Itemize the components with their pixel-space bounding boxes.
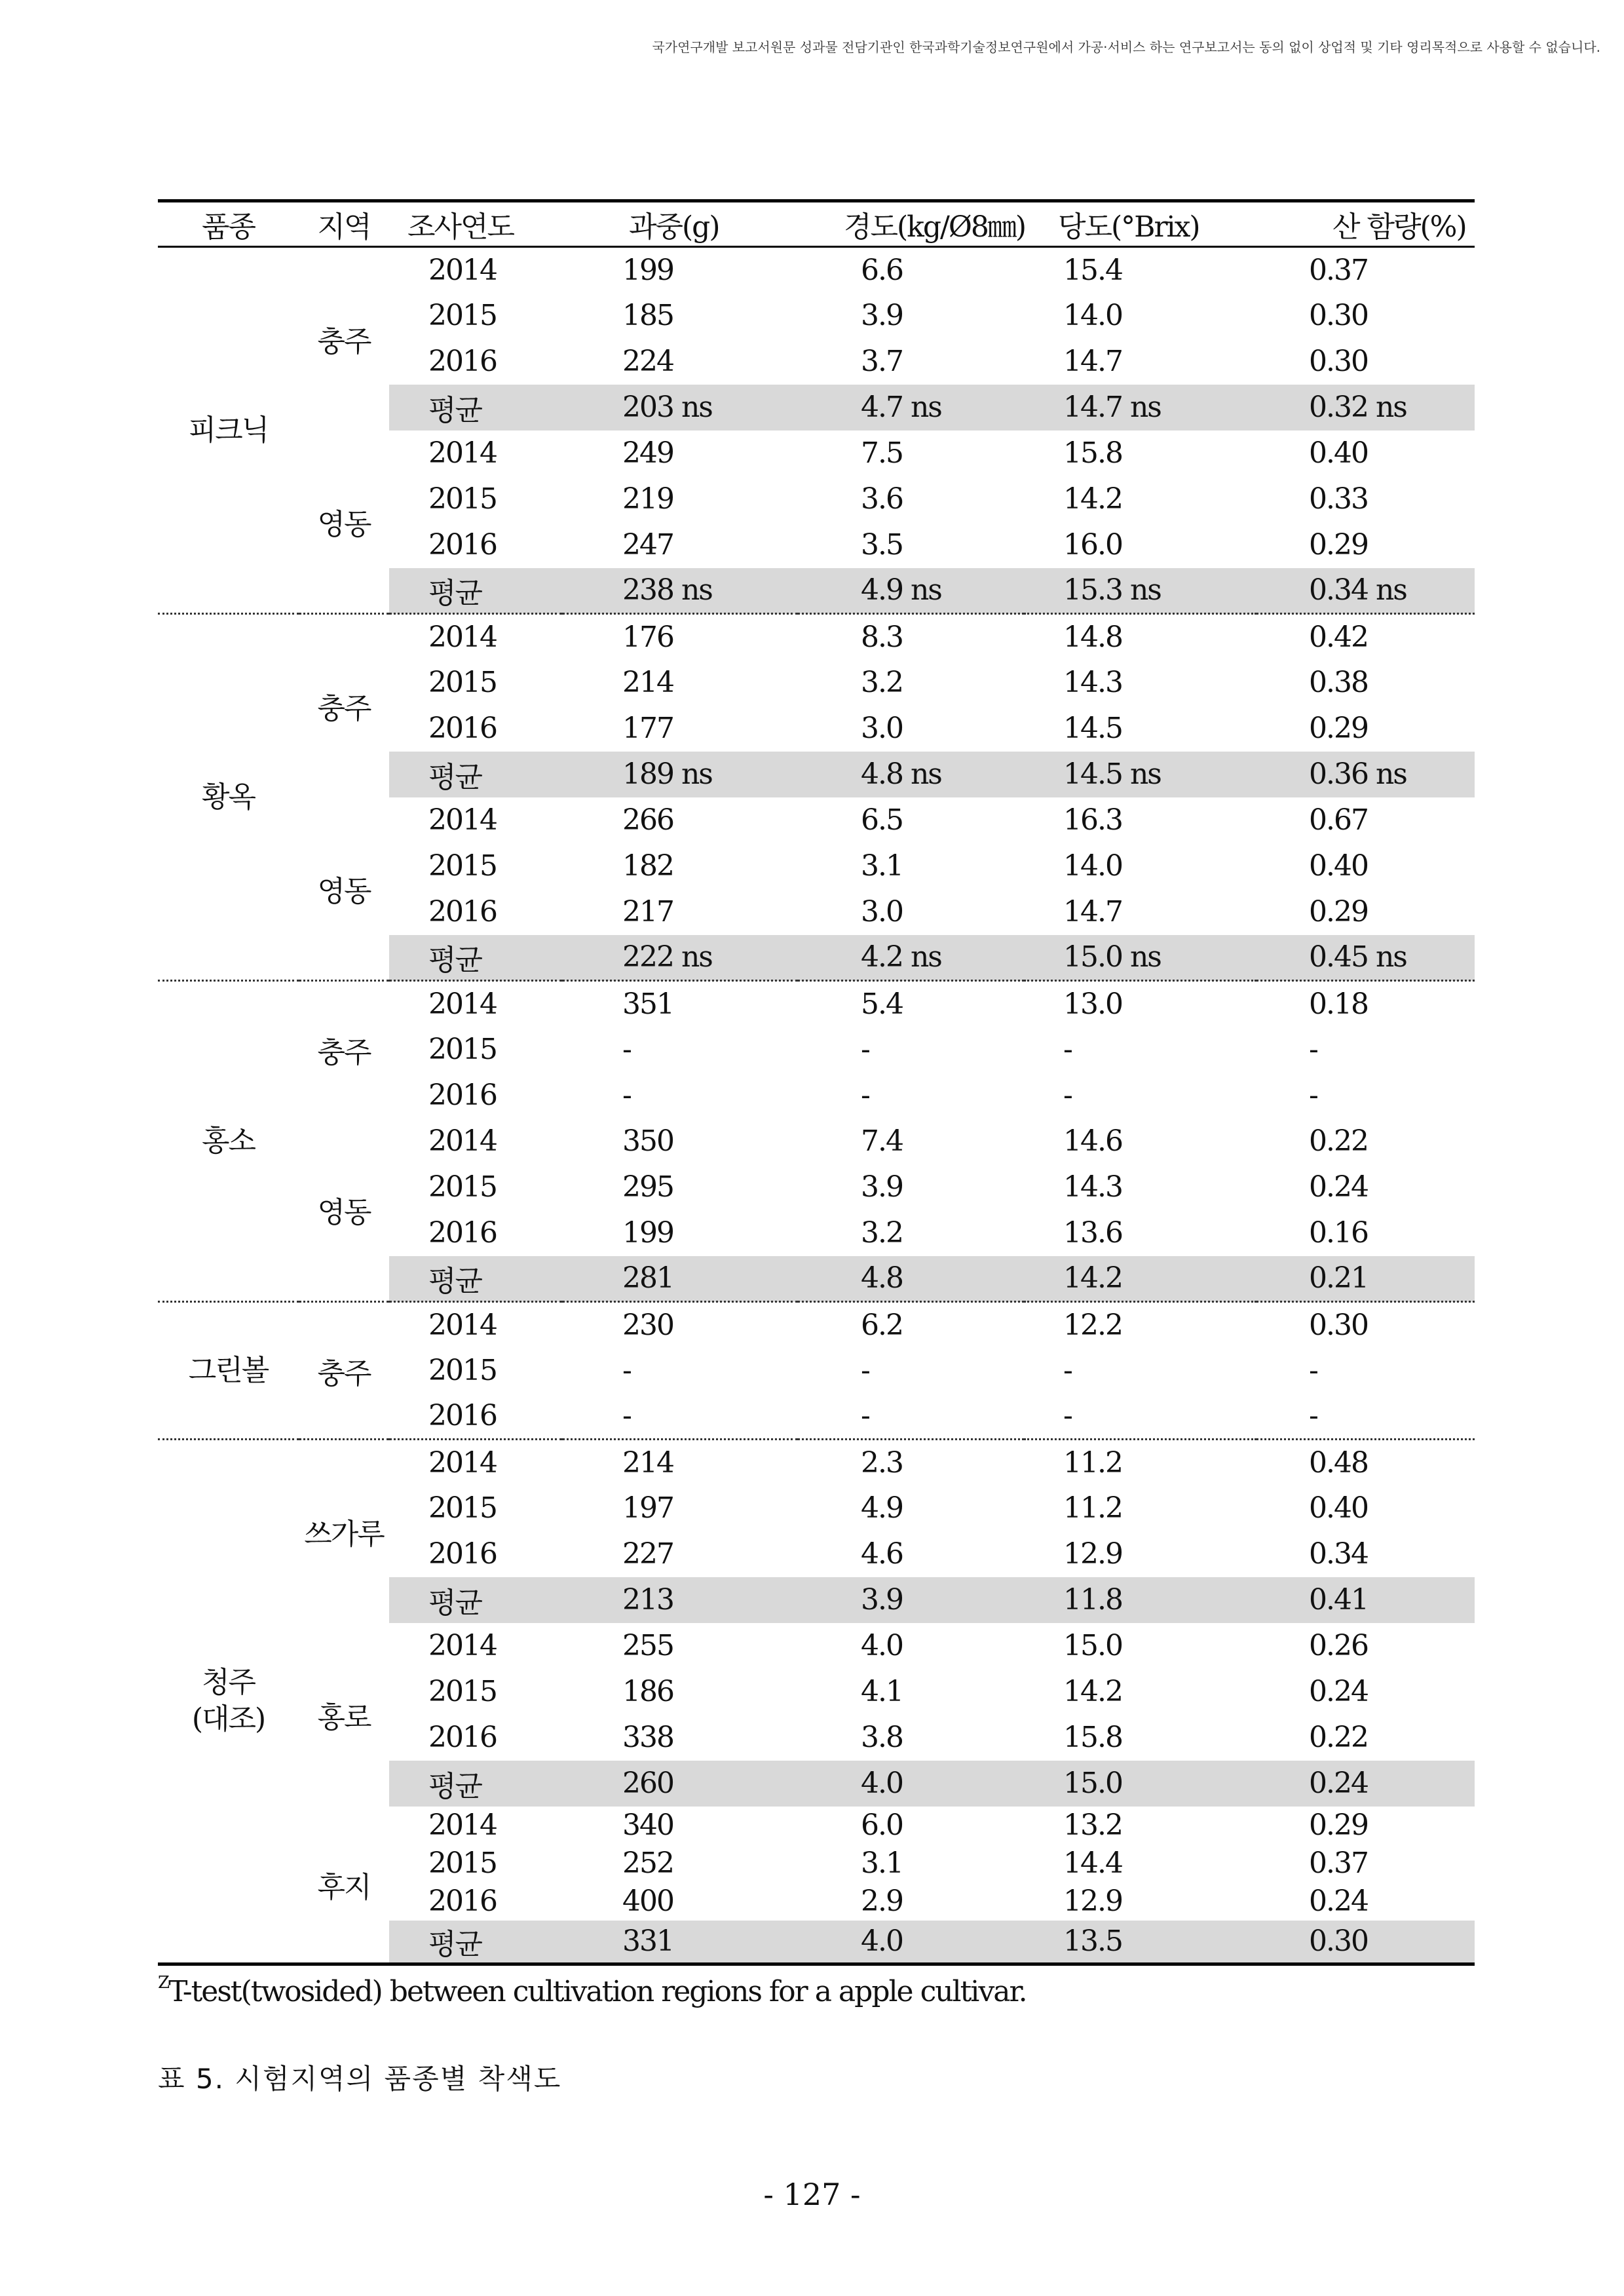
year-cell: 2015 — [428, 849, 497, 883]
year-cell: 2016 — [428, 1537, 497, 1571]
cultivar-cell: 그린볼 — [188, 1353, 269, 1387]
cultivar-group — [158, 1302, 1475, 1440]
value-cell: 16.0 — [1063, 528, 1122, 562]
year-cell: 2015 — [428, 1491, 497, 1525]
value-cell: 0.30 — [1309, 299, 1368, 332]
footnote — [158, 1975, 1027, 2008]
value-cell: 3.9 — [861, 1170, 903, 1204]
table-row — [158, 1440, 1475, 1485]
region-cell: 충주 — [317, 692, 371, 726]
value-cell: 0.38 — [1309, 666, 1368, 699]
value-cell: 0.30 — [1309, 1308, 1368, 1342]
value-cell: 4.6 — [861, 1537, 903, 1571]
value-cell: 185 — [622, 299, 673, 332]
value-cell: 4.0 — [798, 1921, 1024, 1964]
value-cell: 197 — [622, 1491, 673, 1525]
value-cell: 186 — [622, 1675, 673, 1708]
cultivar-group — [158, 247, 1475, 614]
value-cell: 13.5 — [1024, 1921, 1256, 1964]
value-cell: 350 — [622, 1124, 673, 1158]
value-cell: 14.3 — [1063, 666, 1122, 699]
value-cell: 214 — [622, 666, 673, 699]
value-cell: 227 — [622, 1537, 673, 1571]
value-cell: 8.3 — [861, 620, 903, 654]
value-cell: 0.67 — [1309, 803, 1368, 837]
value-cell: 0.34 ns — [1256, 568, 1475, 614]
year-cell: 2016 — [428, 345, 497, 378]
value-cell: 331 — [562, 1921, 798, 1964]
value-cell: 3.1 — [861, 1846, 903, 1880]
value-cell: 13.6 — [1063, 1216, 1122, 1250]
value-cell: - — [1063, 1033, 1072, 1066]
value-cell: 14.2 — [1063, 482, 1122, 516]
value-cell: 2.3 — [861, 1445, 903, 1480]
year-cell: 2016 — [428, 1885, 497, 1918]
cultivar-cell: 피크닉 — [188, 413, 269, 447]
value-cell: 7.4 — [861, 1124, 903, 1158]
value-cell: 3.0 — [861, 895, 903, 928]
value-cell: 11.2 — [1063, 1445, 1122, 1480]
value-cell: 281 — [562, 1256, 798, 1302]
value-cell: 3.6 — [861, 482, 903, 516]
value-cell: - — [861, 1354, 869, 1387]
year-cell: 2014 — [428, 1445, 497, 1480]
value-cell: 15.8 — [1063, 436, 1122, 470]
value-cell: 177 — [622, 712, 673, 745]
value-cell: 11.8 — [1024, 1577, 1256, 1623]
region-cell: 영동 — [317, 507, 371, 541]
value-cell: 6.2 — [861, 1308, 903, 1342]
value-cell: 14.5 ns — [1024, 752, 1256, 797]
cultivar-cell: 황옥 — [201, 780, 255, 814]
year-cell: 2015 — [428, 1846, 497, 1880]
value-cell: 14.7 ns — [1024, 385, 1256, 430]
value-cell: 222 ns — [562, 935, 798, 981]
value-cell: 3.5 — [861, 528, 903, 562]
table-row — [158, 614, 1475, 660]
value-cell: 13.2 — [1063, 1808, 1122, 1842]
year-cell: 2015 — [428, 1675, 497, 1708]
value-cell: 0.48 — [1309, 1445, 1368, 1480]
value-cell: 0.29 — [1309, 528, 1368, 562]
value-cell: 0.16 — [1309, 1216, 1368, 1250]
value-cell: 3.9 — [861, 299, 903, 332]
column-header: 산 함량(%) — [1332, 210, 1466, 244]
region-cell: 영동 — [317, 1195, 371, 1229]
year-cell: 2016 — [428, 1079, 497, 1112]
year-cell: 2016 — [428, 1216, 497, 1250]
value-cell: 3.0 — [861, 712, 903, 745]
value-cell: 14.6 — [1063, 1124, 1122, 1158]
value-cell: 5.4 — [861, 987, 903, 1021]
table-row — [158, 1119, 1475, 1164]
value-cell: 176 — [622, 620, 673, 654]
value-cell: 3.1 — [861, 849, 903, 883]
value-cell: 14.2 — [1063, 1675, 1122, 1708]
value-cell: 12.2 — [1063, 1308, 1122, 1342]
table-row — [158, 1623, 1475, 1669]
value-cell: 400 — [622, 1885, 673, 1918]
value-cell: 4.7 ns — [798, 385, 1024, 430]
value-cell: 0.26 — [1309, 1629, 1368, 1662]
year-cell: 2015 — [428, 482, 497, 516]
value-cell: 0.24 — [1256, 1761, 1475, 1807]
value-cell: - — [861, 1399, 869, 1433]
value-cell: 6.0 — [861, 1808, 903, 1842]
value-cell: 0.29 — [1309, 1808, 1368, 1842]
region-cell: 영동 — [317, 874, 371, 908]
cultivar-cell: 청주 (대조) — [191, 1666, 265, 1736]
value-cell: 189 ns — [562, 752, 798, 797]
year-cell: 2015 — [428, 1354, 497, 1387]
value-cell: 4.9 ns — [798, 568, 1024, 614]
value-cell: - — [1063, 1399, 1072, 1433]
year-cell: 2015 — [428, 1033, 497, 1066]
value-cell: 0.42 — [1309, 620, 1368, 654]
value-cell: 3.8 — [861, 1721, 903, 1754]
table-caption: 표 5. 시험지역의 품종별 착색도 — [158, 2063, 562, 2095]
table-row — [158, 247, 1475, 293]
value-cell: 4.2 ns — [798, 935, 1024, 981]
table-row — [158, 1807, 1475, 1845]
value-cell: 15.0 — [1024, 1761, 1256, 1807]
value-cell: 4.8 ns — [798, 752, 1024, 797]
value-cell: - — [861, 1033, 869, 1066]
year-cell: 2014 — [428, 1629, 497, 1662]
value-cell: 238 ns — [562, 568, 798, 614]
value-cell: 15.8 — [1063, 1721, 1122, 1754]
value-cell: 0.33 — [1309, 482, 1368, 516]
value-cell: 4.0 — [861, 1629, 903, 1662]
value-cell: 12.9 — [1063, 1537, 1122, 1571]
value-cell: 0.36 ns — [1256, 752, 1475, 797]
year-cell: 평균 — [389, 1577, 562, 1623]
header-row — [158, 201, 1475, 247]
value-cell: - — [1063, 1354, 1072, 1387]
year-cell: 평균 — [389, 1761, 562, 1807]
value-cell: 0.22 — [1309, 1721, 1368, 1754]
cultivar-group — [158, 981, 1475, 1302]
value-cell: 14.7 — [1063, 895, 1122, 928]
value-cell: 4.0 — [798, 1761, 1024, 1807]
column-header: 당도(°Brix) — [1058, 210, 1199, 244]
value-cell: 214 — [622, 1445, 673, 1480]
year-cell: 평균 — [389, 935, 562, 981]
value-cell: 182 — [622, 849, 673, 883]
value-cell: 0.24 — [1309, 1885, 1368, 1918]
value-cell: 0.40 — [1309, 1491, 1368, 1525]
value-cell: 3.2 — [861, 1216, 903, 1250]
value-cell: 351 — [622, 987, 673, 1021]
value-cell: 14.2 — [1024, 1256, 1256, 1302]
value-cell: 338 — [622, 1721, 673, 1754]
value-cell: - — [622, 1033, 631, 1066]
value-cell: - — [1063, 1079, 1072, 1112]
year-cell: 2016 — [428, 895, 497, 928]
year-cell: 2016 — [428, 1399, 497, 1433]
value-cell: 14.0 — [1063, 299, 1122, 332]
value-cell: 247 — [622, 528, 673, 562]
column-header: 품종 — [201, 210, 255, 244]
table-row — [158, 797, 1475, 843]
value-cell: 15.0 ns — [1024, 935, 1256, 981]
year-cell: 2014 — [428, 987, 497, 1021]
value-cell: 0.32 ns — [1256, 385, 1475, 430]
value-cell: 14.8 — [1063, 620, 1122, 654]
value-cell: 15.4 — [1063, 253, 1122, 287]
value-cell: 203 ns — [562, 385, 798, 430]
cultivar-group — [158, 1440, 1475, 1964]
value-cell: 13.0 — [1063, 987, 1122, 1021]
value-cell: 15.0 — [1063, 1629, 1122, 1662]
value-cell: 230 — [622, 1308, 673, 1342]
value-cell: 6.6 — [861, 253, 903, 287]
value-cell: 2.9 — [861, 1885, 903, 1918]
value-cell: - — [622, 1354, 631, 1387]
value-cell: 252 — [622, 1846, 673, 1880]
value-cell: 11.2 — [1063, 1491, 1122, 1525]
region-cell: 충주 — [317, 1036, 371, 1070]
table-row — [158, 430, 1475, 476]
year-cell: 평균 — [389, 568, 562, 614]
year-cell: 2014 — [428, 1308, 497, 1342]
value-cell: 3.7 — [861, 345, 903, 378]
value-cell: 12.9 — [1063, 1885, 1122, 1918]
page-number: - 127 - — [763, 2177, 861, 2212]
value-cell: 3.9 — [798, 1577, 1024, 1623]
cultivar-group — [158, 614, 1475, 981]
value-cell: - — [1309, 1354, 1317, 1387]
region-cell: 충주 — [317, 1356, 371, 1390]
year-cell: 2016 — [428, 712, 497, 745]
value-cell: 14.0 — [1063, 849, 1122, 883]
value-cell: 16.3 — [1063, 803, 1122, 837]
value-cell: 7.5 — [861, 436, 903, 470]
value-cell: 15.3 ns — [1024, 568, 1256, 614]
value-cell: 0.37 — [1309, 1846, 1368, 1880]
value-cell: 14.3 — [1063, 1170, 1122, 1204]
column-header: 지역 — [317, 210, 371, 244]
value-cell: 266 — [622, 803, 673, 837]
value-cell: 217 — [622, 895, 673, 928]
value-cell: 0.45 ns — [1256, 935, 1475, 981]
value-cell: - — [1309, 1033, 1317, 1066]
value-cell: 219 — [622, 482, 673, 516]
value-cell: 249 — [622, 436, 673, 470]
year-cell: 2015 — [428, 666, 497, 699]
value-cell: 14.4 — [1063, 1846, 1122, 1880]
year-cell: 2015 — [428, 299, 497, 332]
value-cell: 0.24 — [1309, 1675, 1368, 1708]
value-cell: 0.40 — [1309, 436, 1368, 470]
column-header: 과중(g) — [629, 210, 719, 244]
region-cell: 쓰가루 — [304, 1518, 384, 1552]
value-cell: 199 — [622, 1216, 673, 1250]
value-cell: 340 — [622, 1808, 673, 1842]
cultivar-cell: 홍소 — [201, 1124, 255, 1158]
table-header — [158, 201, 1475, 247]
value-cell: 0.22 — [1309, 1124, 1368, 1158]
value-cell: 14.7 — [1063, 345, 1122, 378]
year-cell: 평균 — [389, 385, 562, 430]
year-cell: 2014 — [428, 436, 497, 470]
value-cell: 4.8 — [798, 1256, 1024, 1302]
value-cell: - — [1309, 1079, 1317, 1112]
value-cell: 0.34 — [1309, 1537, 1368, 1571]
footnote-marker: Z — [158, 1973, 169, 1993]
value-cell: 0.24 — [1309, 1170, 1368, 1204]
value-cell: 4.9 — [861, 1491, 903, 1525]
value-cell: 255 — [622, 1629, 673, 1662]
value-cell: - — [1309, 1399, 1317, 1433]
value-cell: 0.30 — [1256, 1921, 1475, 1964]
value-cell: - — [622, 1079, 631, 1112]
value-cell: 0.29 — [1309, 895, 1368, 928]
year-cell: 2014 — [428, 253, 497, 287]
value-cell: 14.5 — [1063, 712, 1122, 745]
region-cell: 홍로 — [317, 1700, 371, 1734]
value-cell: 0.29 — [1309, 712, 1368, 745]
value-cell: 0.30 — [1309, 345, 1368, 378]
footnote-text: T-test(twosided) between cultivation regions for a apple cultivar. — [168, 1975, 1027, 2008]
year-cell: 2016 — [428, 1721, 497, 1754]
value-cell: 295 — [622, 1170, 673, 1204]
table-row — [158, 981, 1475, 1027]
year-cell: 2014 — [428, 803, 497, 837]
region-cell: 후지 — [317, 1870, 371, 1904]
value-cell: - — [622, 1399, 631, 1433]
column-header: 조사연도 — [407, 210, 514, 244]
region-cell: 충주 — [317, 325, 371, 359]
value-cell: 260 — [562, 1761, 798, 1807]
value-cell: 213 — [562, 1577, 798, 1623]
year-cell: 평균 — [389, 1921, 562, 1964]
value-cell: 224 — [622, 345, 673, 378]
year-cell: 평균 — [389, 752, 562, 797]
value-cell: - — [861, 1079, 869, 1112]
year-cell: 2015 — [428, 1170, 497, 1204]
table-row — [158, 1302, 1475, 1348]
year-cell: 2016 — [428, 528, 497, 562]
fruit-quality-table — [158, 199, 1475, 1966]
year-cell: 2014 — [428, 620, 497, 654]
year-cell: 평균 — [389, 1256, 562, 1302]
value-cell: 0.41 — [1256, 1577, 1475, 1623]
value-cell: 0.37 — [1309, 253, 1368, 287]
value-cell: 4.1 — [861, 1675, 903, 1708]
year-cell: 2014 — [428, 1124, 497, 1158]
value-cell: 199 — [622, 253, 673, 287]
value-cell: 3.2 — [861, 666, 903, 699]
value-cell: 0.40 — [1309, 849, 1368, 883]
year-cell: 2014 — [428, 1808, 497, 1842]
column-header: 경도(kg/Ø8㎜) — [844, 210, 1026, 244]
value-cell: 0.18 — [1309, 987, 1368, 1021]
copyright-notice: 국가연구개발 보고서원문 성과물 전담기관인 한국과학기술정보연구원에서 가공·서비스 하는 연구보고서는 동의 없이 상업적 및 기타 영리목적으로 사용할 수 없습니다. — [652, 39, 1600, 55]
value-cell: 6.5 — [861, 803, 903, 837]
value-cell: 0.21 — [1256, 1256, 1475, 1302]
